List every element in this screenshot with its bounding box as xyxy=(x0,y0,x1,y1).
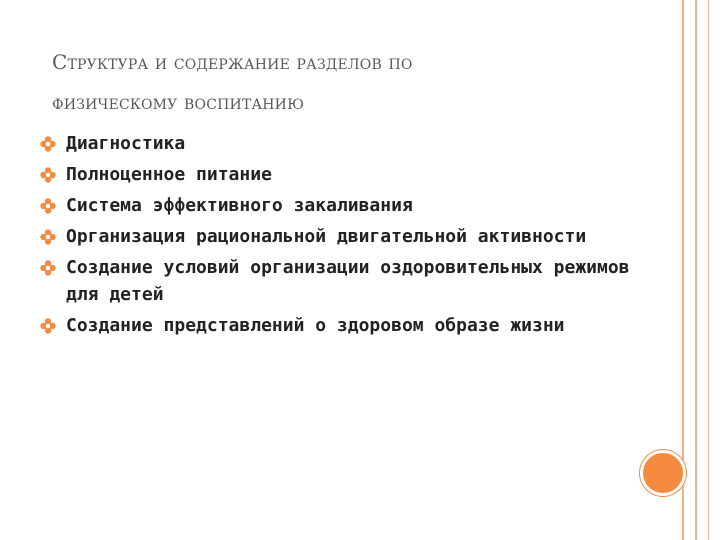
flower-bullet-icon xyxy=(40,136,56,152)
bullet-item-diagnostics xyxy=(40,128,640,159)
decor-line xyxy=(708,0,709,540)
bullet-text: Организация рациональной двигательной активности xyxy=(66,226,587,247)
bullet-item-hardening xyxy=(40,190,640,221)
bullet-item-healthy-lifestyle xyxy=(40,310,640,341)
bullet-item-motor-activity xyxy=(40,221,640,252)
bullet-item-health-regimes xyxy=(40,252,640,310)
flower-bullet-icon xyxy=(40,167,56,183)
bullet-text: Полноценное питание xyxy=(66,164,272,185)
flower-bullet-icon xyxy=(40,260,56,276)
decor-line xyxy=(682,0,684,540)
flower-bullet-icon xyxy=(40,198,56,214)
bullet-list xyxy=(40,128,640,341)
title-line-1: Структура и содержание разделов по xyxy=(52,50,413,74)
bullet-text: Диагностика xyxy=(66,133,186,154)
slide-title xyxy=(52,42,652,122)
flower-bullet-icon xyxy=(40,318,56,334)
bullet-text: Создание представлений о здоровом образе жизни xyxy=(66,315,565,336)
bullet-text: Система эффективного закаливания xyxy=(66,195,413,216)
bullet-text: Создание условий организации оздоровительных режимов для детей xyxy=(66,257,630,305)
title-line-2: физическому воспитанию xyxy=(52,90,304,114)
flower-bullet-icon xyxy=(40,229,56,245)
orange-circle-icon xyxy=(640,450,686,496)
decor-line xyxy=(695,0,697,540)
bullet-item-nutrition xyxy=(40,159,640,190)
